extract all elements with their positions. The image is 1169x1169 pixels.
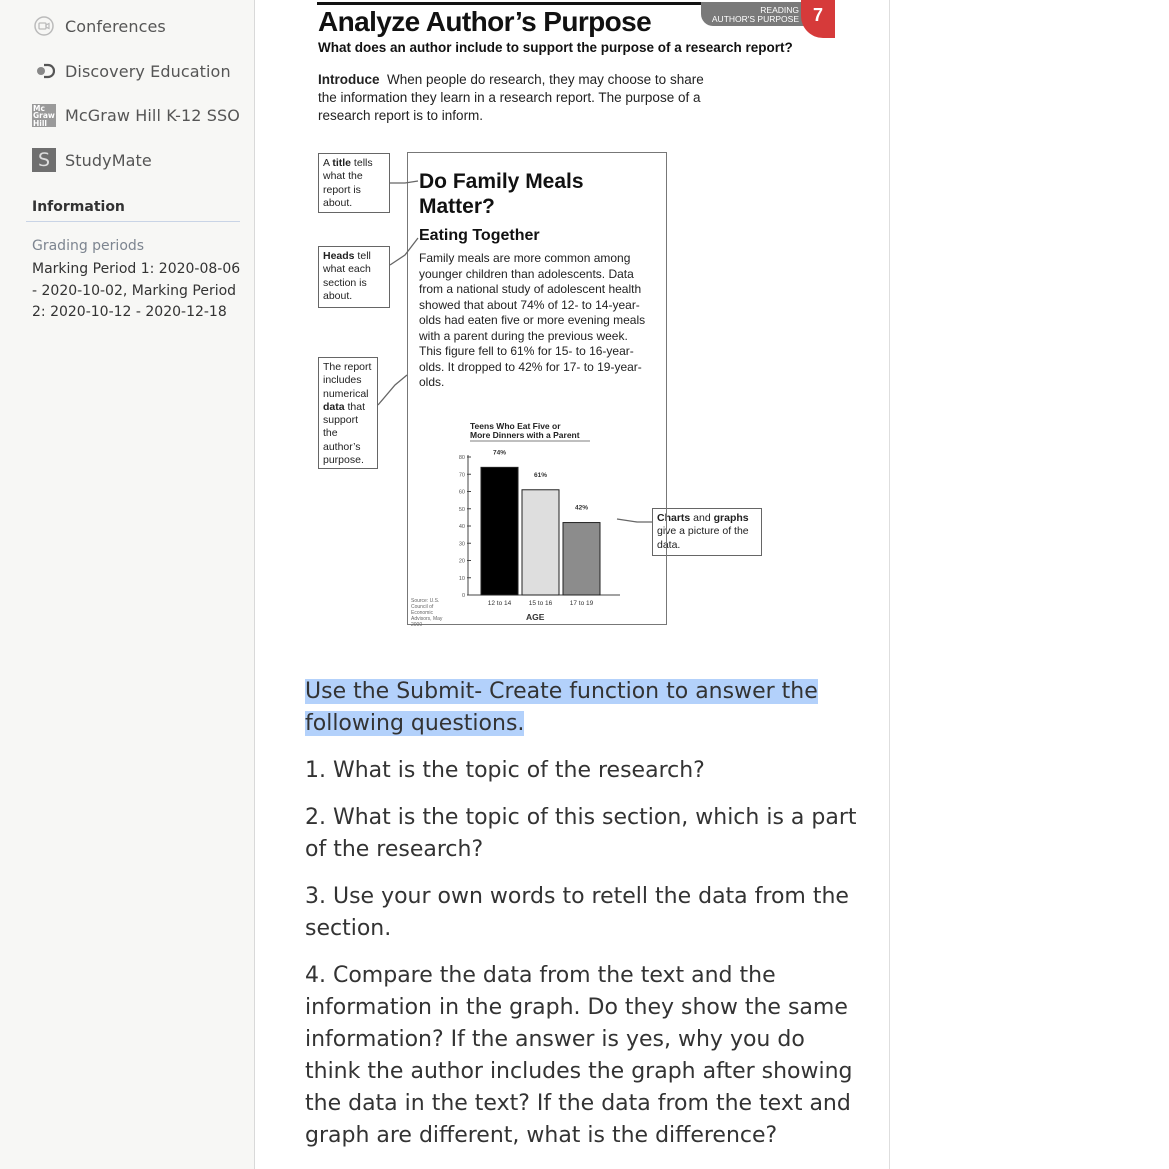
chart-bar-value-label: 42%	[574, 504, 589, 512]
sidebar-link-label: McGraw Hill K-12 SSO	[65, 105, 240, 125]
chart-bars	[481, 449, 600, 607]
sidebar-link-label: Conferences	[65, 16, 166, 36]
chart-title-line2: More Dinners with a Parent	[470, 430, 580, 440]
bar-chart	[408, 415, 666, 623]
worksheet-page-number: 7	[801, 0, 835, 38]
article-body: Family meals are more common among younger children than adolescents. Data from a national study of adolescent health showed that about 74% of 12- to 14-year-olds had eaten five or more evening meals with a parent during the previous week. This figure fell to 61% for 15- to 16-year-olds. It dropped to 42% for 17- to 19-year-olds.	[419, 251, 646, 389]
worksheet-tab-line1: READING	[760, 5, 799, 15]
sidebar-link-discovery-education[interactable]	[32, 56, 231, 86]
chart-bar	[563, 523, 600, 595]
worksheet-intro	[318, 71, 718, 125]
callout-title: A title tells what the report is about.	[318, 153, 390, 213]
grading-periods-label: Grading periods	[32, 238, 145, 254]
sidebar	[0, 0, 253, 1169]
question-text	[305, 676, 865, 1167]
article-title: Do Family Meals Matter?	[419, 170, 584, 218]
video-conference-icon	[32, 14, 56, 38]
article-section-head: Eating Together	[419, 227, 540, 244]
information-divider	[26, 221, 240, 222]
question-1: 1. What is the topic of the research?	[305, 758, 705, 783]
chart-category-label: 15 to 16	[528, 600, 553, 607]
question-3: 3. Use your own words to retell the data from the section.	[305, 884, 849, 941]
chart-y-tick-label: 60	[458, 489, 465, 496]
worksheet-tab-line2: AUTHOR'S PURPOSE	[711, 14, 799, 24]
studymate-logo	[32, 148, 56, 172]
information-heading: Information	[32, 199, 125, 215]
sidebar-link-label: Discovery Education	[65, 61, 231, 81]
chart-y-tick-label: 20	[458, 558, 465, 565]
intro-text: When people do research, they may choose to share the information they learn in a research report. The purpose of a research report is to inform.	[318, 72, 704, 123]
instruction-text: Use the Submit- Create function to answer the following questions.	[305, 679, 818, 736]
studymate-logo-letter: S	[32, 148, 56, 172]
chart-y-tick-label: 30	[458, 541, 465, 548]
chart-title-line1: Teens Who Eat Five or	[470, 421, 561, 431]
sidebar-link-conferences[interactable]	[32, 11, 166, 41]
discovery-education-logo	[32, 59, 56, 83]
question-2: 2. What is the topic of this section, which is a part of the research?	[305, 805, 857, 862]
chart-source-note: Source: U.S. Council of Economic Advisors, May 2000	[411, 598, 443, 628]
chart-y-tick-label: 40	[458, 524, 465, 530]
assignment-content	[255, 0, 889, 1169]
mcgraw-hill-logo	[32, 103, 56, 127]
chart-y-tick-label: 0	[461, 593, 465, 599]
article-box	[407, 152, 667, 625]
chart-bar	[522, 490, 559, 595]
sidebar-link-mcgraw-hill[interactable]	[32, 100, 240, 130]
chart-bar-value-label: 74%	[492, 449, 507, 457]
chart-bar	[481, 467, 518, 595]
intro-label: Introduce	[318, 72, 380, 87]
worksheet-image	[305, 0, 835, 640]
chart-category-label: 17 to 19	[569, 600, 594, 607]
chart-y-tick-label: 50	[458, 506, 465, 513]
chart-category-label: 12 to 14	[487, 600, 512, 607]
chart-y-tick-label: 10	[458, 575, 465, 582]
worksheet-subtitle: What does an author include to support the purpose of a research report?	[318, 40, 793, 55]
chart-x-axis-label: AGE	[526, 612, 545, 622]
chart-bar-value-label: 61%	[533, 471, 548, 479]
callout-data: The report includes numerical data that support the author’s purpose.	[318, 357, 378, 469]
grading-periods-value: Marking Period 1: 2020-08-06 - 2020-10-02, Marking Period 2: 2020-10-12 - 2020-12-18	[32, 261, 241, 320]
callout-heads: Heads tell what each section is about.	[318, 246, 390, 308]
question-4: 4. Compare the data from the text and the information in the graph. Do they show the same information? If the answer is yes, why you do think the author includes the graph after showing the data in the text? If the data from the text and graph are different, what is the difference?	[305, 963, 853, 1148]
sidebar-link-studymate[interactable]	[32, 145, 152, 175]
right-pane	[890, 0, 1169, 1169]
chart-y-tick-label: 70	[458, 472, 465, 479]
worksheet-section-tab	[701, 2, 805, 26]
callout-charts: Charts and graphs give a picture of the data.	[652, 508, 762, 556]
sidebar-link-label: StudyMate	[65, 150, 152, 170]
chart-y-tick-label: 80	[458, 455, 465, 461]
worksheet-title: Analyze Author’s Purpose	[318, 6, 652, 37]
mcgraw-hill-logo-text: Mc Graw Hill	[33, 103, 55, 128]
